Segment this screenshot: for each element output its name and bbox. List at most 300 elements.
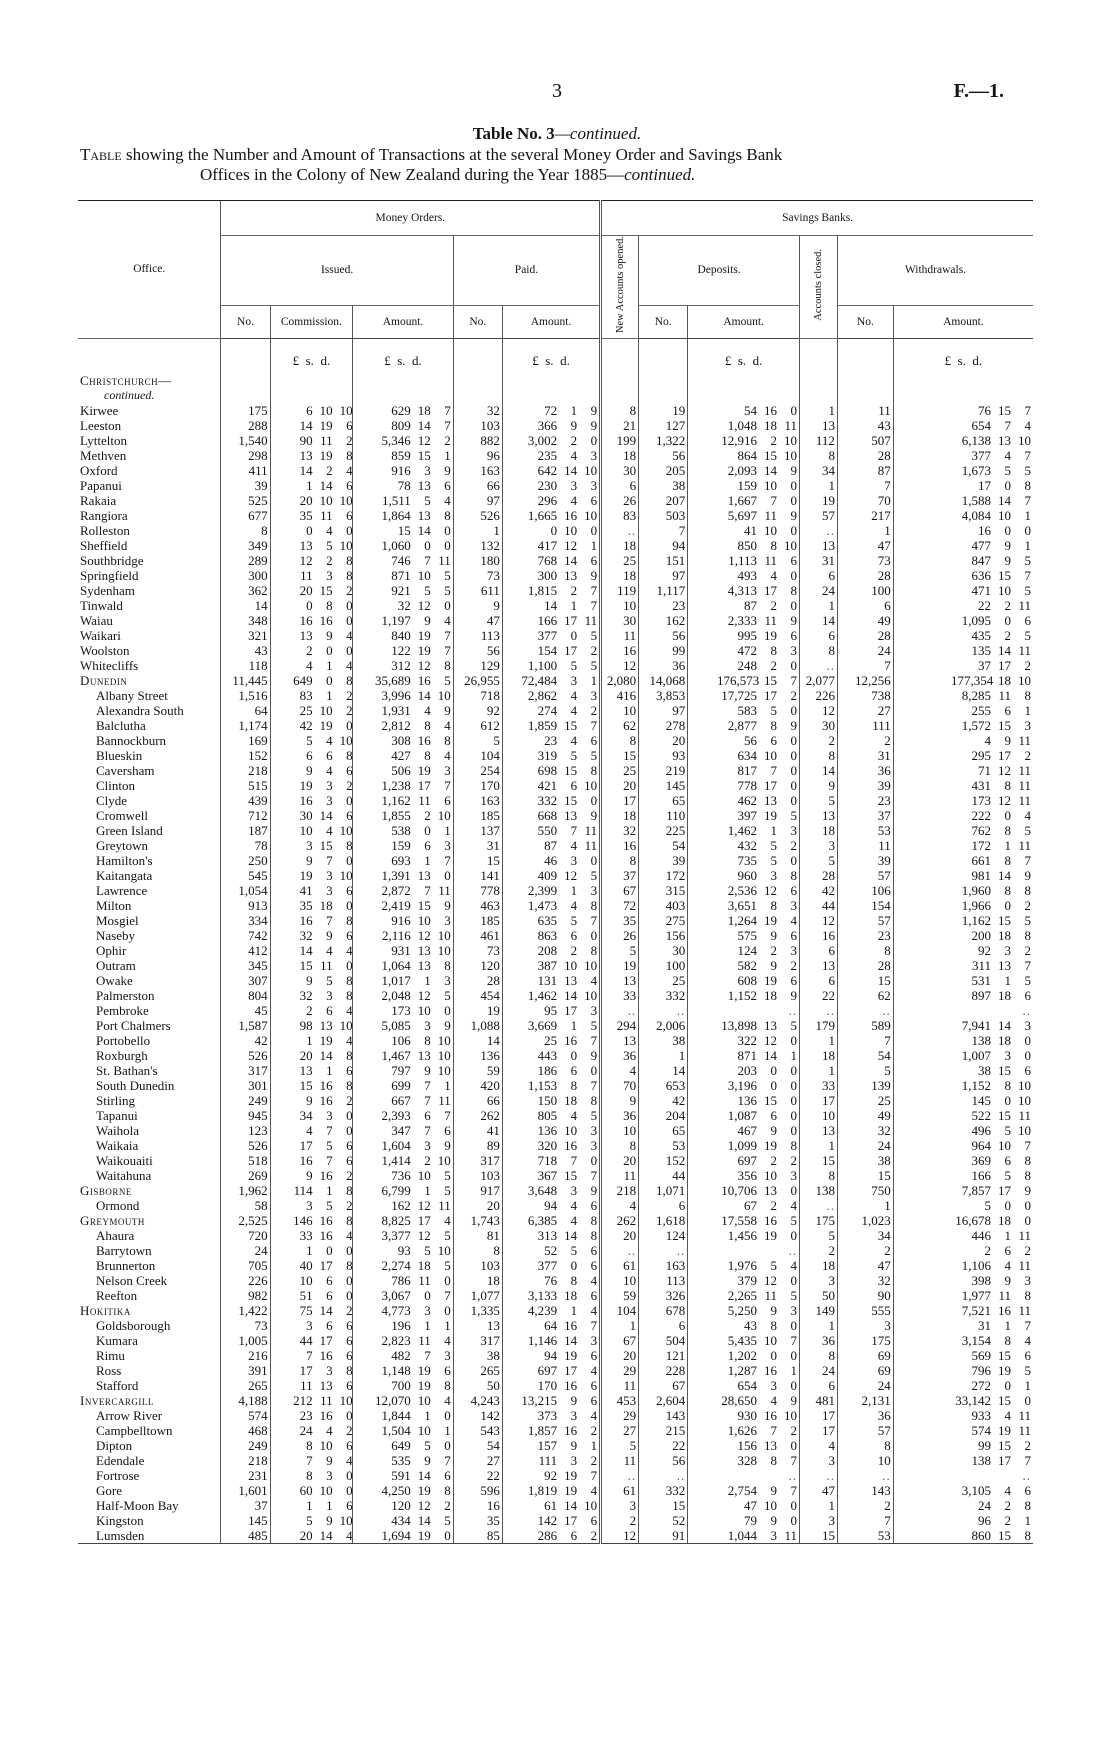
pence: 0 <box>790 1348 797 1364</box>
pence: 2 <box>346 688 353 704</box>
cell-paid-amount <box>502 1378 600 1393</box>
cell-paid-no: 882 <box>453 433 502 448</box>
shillings: 17 <box>417 1213 431 1229</box>
cell-new-accounts: 70 <box>601 1078 639 1093</box>
pounds: 574 <box>971 1423 991 1439</box>
pence: 1 <box>1024 1513 1031 1529</box>
shillings: 3 <box>326 883 333 899</box>
pounds: 1,857 <box>527 1423 558 1439</box>
pounds: 10 <box>299 823 313 839</box>
pence: 0 <box>1024 1048 1031 1064</box>
pounds: 166 <box>971 1168 991 1184</box>
cell-issued-amount <box>353 433 454 448</box>
cell-issued-commission <box>270 388 353 403</box>
cell-withdrawals-no: 1,023 <box>837 1213 893 1228</box>
office-name: Edendale <box>96 1453 145 1469</box>
pence: 10 <box>339 823 353 839</box>
lsd-amount <box>951 1198 1031 1213</box>
cell-withdrawals-no: 555 <box>837 1303 893 1318</box>
header-new-accounts-text: New Accounts opened. <box>614 236 626 334</box>
caption-rest: showing the Number and Amount of Transactions at the several Money Order and Savings Bank <box>121 145 783 164</box>
pence: 0 <box>346 958 353 974</box>
cell-withdrawals-amount <box>893 703 1033 718</box>
pence: 0 <box>346 898 353 914</box>
shillings: 16 <box>564 1033 578 1049</box>
pence: 10 <box>783 433 797 449</box>
shillings: 10 <box>763 478 777 494</box>
cell-withdrawals-no: 47 <box>837 1258 893 1273</box>
pence: 6 <box>590 553 598 569</box>
pounds: 1,462 <box>527 988 558 1004</box>
pence: 6 <box>1024 613 1031 629</box>
cell-paid-no: 136 <box>453 1048 502 1063</box>
lsd-amount <box>371 493 451 508</box>
shillings: 8 <box>1004 853 1011 869</box>
pence: 0 <box>790 853 797 869</box>
lsd-amount <box>517 478 597 493</box>
pounds: 13 <box>299 448 313 464</box>
cell-issued-no: 913 <box>221 898 270 913</box>
pence: 11 <box>1018 598 1031 614</box>
cell-new-accounts: 16 <box>601 838 639 853</box>
pounds: 138 <box>971 1453 991 1469</box>
shillings: 10 <box>564 958 578 974</box>
shillings: 0 <box>424 823 431 839</box>
cell-paid-no: 141 <box>453 868 502 883</box>
pence: 9 <box>790 613 797 629</box>
table-row <box>78 958 1033 973</box>
cell-deposits-no: 215 <box>639 1423 688 1438</box>
office-name: Hokitika <box>80 1303 131 1319</box>
lsd-amount <box>273 538 353 553</box>
cell-accounts-closed: 17 <box>799 1093 837 1108</box>
pence: 10 <box>437 688 451 704</box>
pounds: 860 <box>971 1528 991 1544</box>
office-name: Lumsden <box>78 1528 221 1544</box>
lsd-amount <box>951 1138 1031 1153</box>
shillings: 12 <box>998 793 1011 809</box>
cell-issued-commission <box>270 1168 353 1183</box>
lsd-amount <box>951 778 1031 793</box>
shillings: 14 <box>319 808 333 824</box>
pounds: 146 <box>293 1213 313 1229</box>
cell-withdrawals-amount <box>893 838 1033 853</box>
cell-deposits-amount <box>688 1423 800 1438</box>
cell-issued-no: 712 <box>221 808 270 823</box>
shillings: 6 <box>1004 703 1011 719</box>
cell-withdrawals-amount <box>893 643 1033 658</box>
table-row <box>78 1423 1033 1438</box>
lsd-amount <box>371 688 451 703</box>
cell-deposits-amount <box>688 1513 800 1528</box>
shillings: 11 <box>764 508 777 524</box>
cell-new-accounts: 8 <box>601 1138 639 1153</box>
cell-withdrawals-amount <box>893 778 1033 793</box>
cell-deposits-no: 23 <box>639 598 688 613</box>
office-name: Blueskin <box>96 748 143 764</box>
shillings: 3 <box>326 868 333 884</box>
cell-withdrawals-amount <box>893 568 1033 583</box>
pence: 7 <box>1024 403 1031 419</box>
cell-accounts-closed: 5 <box>799 793 837 808</box>
shillings: 15 <box>417 898 431 914</box>
shillings: 17 <box>564 613 578 629</box>
shillings: 5 <box>570 658 578 674</box>
cell-paid-amount <box>502 598 600 613</box>
pence: 0 <box>790 1108 797 1124</box>
shillings: 5 <box>570 748 578 764</box>
pounds: 9 <box>306 1093 313 1109</box>
lsd-amount <box>717 1423 797 1438</box>
office-name: Rangiora <box>80 508 128 524</box>
lsd-amount <box>951 538 1031 553</box>
lsd-amount <box>273 988 353 1003</box>
pence: 0 <box>1024 1033 1031 1049</box>
shillings: 14 <box>417 1468 431 1484</box>
pounds: 72,484 <box>521 673 558 689</box>
pence: 6 <box>1024 988 1031 1004</box>
pence: 2 <box>590 643 598 659</box>
pounds: 20 <box>299 493 313 509</box>
cell-issued-commission <box>270 733 353 748</box>
cell-accounts-closed: 3 <box>799 1513 837 1528</box>
caption-continued: continued. <box>624 165 696 184</box>
cell-deposits-amount <box>688 613 800 628</box>
cell-withdrawals-no: 70 <box>837 493 893 508</box>
lsd-amount <box>717 1408 797 1423</box>
lsd-amount <box>273 1348 353 1363</box>
shillings: 7 <box>424 553 431 569</box>
pounds: 136 <box>737 1093 757 1109</box>
cell-accounts-closed: 24 <box>799 1363 837 1378</box>
pounds: 2,419 <box>381 898 411 914</box>
header-paid: Paid. <box>453 236 600 306</box>
shillings: 7 <box>1004 418 1011 434</box>
cell-deposits-amount <box>688 943 800 958</box>
pence: 7 <box>1024 1318 1031 1334</box>
shillings: 2 <box>1004 598 1011 614</box>
cell-paid-amount <box>502 1048 600 1063</box>
cell-issued-no: 362 <box>221 583 270 598</box>
table-row <box>78 1108 1033 1123</box>
pounds: 7,521 <box>961 1303 991 1319</box>
cell-issued-amount <box>353 1198 454 1213</box>
lsd-amount <box>273 928 353 943</box>
table-row <box>78 1498 1033 1513</box>
pounds: 2 <box>306 643 313 659</box>
cell-paid-amount <box>502 1138 600 1153</box>
cell-accounts-closed: 50 <box>799 1288 837 1303</box>
pence: 6 <box>590 1243 598 1259</box>
pounds: 15 <box>299 958 313 974</box>
shillings: 15 <box>998 913 1011 929</box>
pounds: 379 <box>737 1273 757 1289</box>
unit-pence: d. <box>560 352 570 368</box>
lsd-amount <box>273 1513 353 1528</box>
cell-deposits-no: 403 <box>639 898 688 913</box>
shillings: 9 <box>326 928 333 944</box>
cell-paid-amount <box>502 1183 600 1198</box>
lsd-amount <box>371 703 451 718</box>
shillings: 6 <box>326 1318 333 1334</box>
cell-issued-amount <box>353 1483 454 1498</box>
cell-deposits-amount <box>688 838 800 853</box>
cell-withdrawals-amount <box>893 553 1033 568</box>
pence: 0 <box>590 1153 598 1169</box>
cell-withdrawals-no: 24 <box>837 643 893 658</box>
cell-issued-no: 14 <box>221 598 270 613</box>
cell-deposits-no: 3,853 <box>639 688 688 703</box>
lsd-amount <box>517 433 597 448</box>
cell-issued-no: 804 <box>221 988 270 1003</box>
shillings: 17 <box>417 778 431 794</box>
pence: 8 <box>1024 1528 1031 1544</box>
pence: 0 <box>790 763 797 779</box>
shillings: 11 <box>320 1393 333 1409</box>
cell-issued-commission <box>270 673 353 688</box>
pounds: 311 <box>971 958 991 974</box>
pounds: 16 <box>299 613 313 629</box>
pence: 4 <box>590 1303 598 1319</box>
cell-deposits-amount <box>688 1168 800 1183</box>
cell-deposits-no: 100 <box>639 958 688 973</box>
pence: 6 <box>444 793 451 809</box>
cell-deposits-amount <box>688 1378 800 1393</box>
cell-paid-amount <box>502 748 600 763</box>
cell-issued-no: 58 <box>221 1198 270 1213</box>
shillings: 5 <box>326 1138 333 1154</box>
lsd-amount <box>371 1483 451 1498</box>
table-row <box>78 463 1033 478</box>
lsd-amount <box>273 943 353 958</box>
cell-deposits-no: 42 <box>639 1093 688 1108</box>
cell-issued-commission <box>270 1363 353 1378</box>
cell-issued-amount <box>353 1528 454 1544</box>
shillings: 9 <box>326 1453 333 1469</box>
lsd-amount <box>951 1213 1031 1228</box>
cell-paid-no: 611 <box>453 583 502 598</box>
pence: 4 <box>346 943 353 959</box>
cell-deposits-amount <box>688 568 800 583</box>
lsd-amount <box>951 1168 1031 1183</box>
cell-issued-amount <box>353 1423 454 1438</box>
cell-issued-amount <box>353 1468 454 1483</box>
shillings: 16 <box>564 1378 578 1394</box>
lsd-amount <box>371 1033 451 1048</box>
pounds: 3,067 <box>381 1288 411 1304</box>
shillings: 19 <box>319 418 333 434</box>
lsd-amount <box>517 823 597 838</box>
shillings: 10 <box>763 1498 777 1514</box>
cell-deposits-amount <box>688 1153 800 1168</box>
pounds: 34 <box>299 1108 313 1124</box>
units-issued-amount <box>353 339 454 374</box>
pence: 1 <box>590 1438 598 1454</box>
table-row <box>78 988 1033 1003</box>
pence: 0 <box>346 613 353 629</box>
pence: 4 <box>346 628 353 644</box>
cell-accounts-closed: 30 <box>799 718 837 733</box>
table-row <box>78 943 1033 958</box>
cell-deposits-amount <box>688 478 800 493</box>
table-caption <box>80 145 1030 185</box>
cell-deposits-no: 156 <box>639 928 688 943</box>
header-office: Office. <box>78 201 221 339</box>
shillings: 16 <box>564 1318 578 1334</box>
pence: 4 <box>444 1393 451 1409</box>
cell-issued-no: 187 <box>221 823 270 838</box>
lsd-amount <box>517 613 597 628</box>
cell-issued-amount <box>353 808 454 823</box>
cell-issued-commission <box>270 928 353 943</box>
cell-issued-commission <box>270 748 353 763</box>
header-deposits: Deposits. <box>639 236 800 306</box>
cell-issued-commission <box>270 613 353 628</box>
pounds: 52 <box>544 1243 558 1259</box>
lsd-amount <box>371 658 451 673</box>
lsd-amount <box>951 523 1031 538</box>
pence: 6 <box>346 418 353 434</box>
pence: 6 <box>346 1063 353 1079</box>
pounds: 200 <box>971 928 991 944</box>
shillings: 11 <box>320 433 333 449</box>
cell-issued-no <box>221 388 270 403</box>
pence: 2 <box>1024 1438 1031 1454</box>
lsd-amount <box>717 613 797 628</box>
cell-issued-amount <box>353 988 454 1003</box>
cell-issued-commission <box>270 718 353 733</box>
office-name: Papanui <box>80 478 122 494</box>
table-row <box>78 898 1033 913</box>
office-name: Sheffield <box>80 538 128 554</box>
pounds: 397 <box>737 808 757 824</box>
cell-issued-no: 439 <box>221 793 270 808</box>
pounds: 1,162 <box>381 793 411 809</box>
shillings: 11 <box>418 1333 431 1349</box>
shillings: 8 <box>770 898 777 914</box>
pence: 6 <box>790 553 797 569</box>
cell-accounts-closed: 14 <box>799 763 837 778</box>
lsd-amount <box>517 1453 597 1468</box>
pence: 8 <box>444 1483 451 1499</box>
cell-paid-amount <box>502 1153 600 1168</box>
pounds: 4 <box>306 1123 313 1139</box>
cell-issued-no: 249 <box>221 1093 270 1108</box>
shillings: 4 <box>1004 448 1011 464</box>
cell-issued-commission <box>270 373 353 388</box>
pounds: 255 <box>971 703 991 719</box>
shillings: 14 <box>763 463 777 479</box>
pence: 3 <box>444 1348 451 1364</box>
table-row <box>78 508 1033 523</box>
pence: 5 <box>1024 823 1031 839</box>
pence: 0 <box>790 748 797 764</box>
pounds: 9 <box>306 1168 313 1184</box>
pence: 4 <box>444 1213 451 1229</box>
table-row <box>78 1513 1033 1528</box>
cell-paid-no: 97 <box>453 493 502 508</box>
cell-paid-no: 596 <box>453 1483 502 1498</box>
lsd-amount <box>273 748 353 763</box>
cell-issued-commission <box>270 1468 353 1483</box>
lsd-amount <box>371 1078 451 1093</box>
table-row <box>78 1183 1033 1198</box>
shillings: 7 <box>424 1093 431 1109</box>
lsd-amount <box>273 973 353 988</box>
cell-withdrawals-no: 53 <box>837 1528 893 1544</box>
cell-paid-amount <box>502 1273 600 1288</box>
shillings: 16 <box>319 1213 333 1229</box>
office-name: Waikaia <box>96 1138 139 1154</box>
cell-issued-no: 145 <box>221 1513 270 1528</box>
shillings: 6 <box>570 1528 578 1544</box>
shillings: 10 <box>417 568 431 584</box>
cell-accounts-closed: 2,077 <box>799 673 837 688</box>
lsd-amount <box>273 1468 353 1483</box>
cell-new-accounts: 30 <box>601 613 639 628</box>
cell-accounts-closed: 112 <box>799 433 837 448</box>
pence: 5 <box>590 628 598 644</box>
pounds: 4 <box>984 733 991 749</box>
cell-issued-commission <box>270 1213 353 1228</box>
pounds: 434 <box>391 1513 411 1529</box>
cell-withdrawals-amount <box>893 1048 1033 1063</box>
shillings: 9 <box>424 613 431 629</box>
pounds: 5,435 <box>727 1333 757 1349</box>
lsd-amount <box>951 673 1031 688</box>
cell-issued-commission <box>270 553 353 568</box>
pence: 11 <box>1018 643 1031 659</box>
lsd-amount <box>371 838 451 853</box>
pounds: 921 <box>391 583 411 599</box>
pounds: 150 <box>537 1093 558 1109</box>
pence: 0 <box>790 1378 797 1394</box>
pounds: 56 <box>743 733 757 749</box>
pence: 6 <box>346 1318 353 1334</box>
pounds: 274 <box>537 703 558 719</box>
pounds: 106 <box>391 1033 411 1049</box>
pounds: 32 <box>299 928 313 944</box>
office-name: Waikouaiti <box>96 1153 153 1169</box>
cell-new-accounts: .. <box>601 1468 639 1483</box>
shillings: 10 <box>998 583 1011 599</box>
office-name: Milton <box>96 898 132 914</box>
cell-paid-amount <box>502 628 600 643</box>
cell-issued-no: 231 <box>221 1468 270 1483</box>
pence: 11 <box>1018 733 1031 749</box>
pounds: 1,966 <box>961 898 991 914</box>
cell-issued-no: 4,188 <box>221 1393 270 1408</box>
lsd-amount <box>717 763 797 778</box>
lsd-amount <box>517 1213 597 1228</box>
cell-withdrawals-no: 154 <box>837 898 893 913</box>
pounds: 99 <box>978 1438 991 1454</box>
pounds: 797 <box>391 1063 411 1079</box>
lsd-amount <box>517 568 597 583</box>
cell-issued-amount <box>353 898 454 913</box>
pounds: 2,812 <box>381 718 411 734</box>
cell-withdrawals-amount <box>893 808 1033 823</box>
shillings: 9 <box>424 1063 431 1079</box>
shillings: 16 <box>564 1423 578 1439</box>
lsd-amount <box>273 1003 353 1018</box>
shillings: 3 <box>570 853 578 869</box>
pounds: 44 <box>299 1333 313 1349</box>
cell-deposits-no: 163 <box>639 1258 688 1273</box>
lsd-amount <box>273 1108 353 1123</box>
lsd-amount <box>951 763 1031 778</box>
shillings: 11 <box>764 1288 777 1304</box>
